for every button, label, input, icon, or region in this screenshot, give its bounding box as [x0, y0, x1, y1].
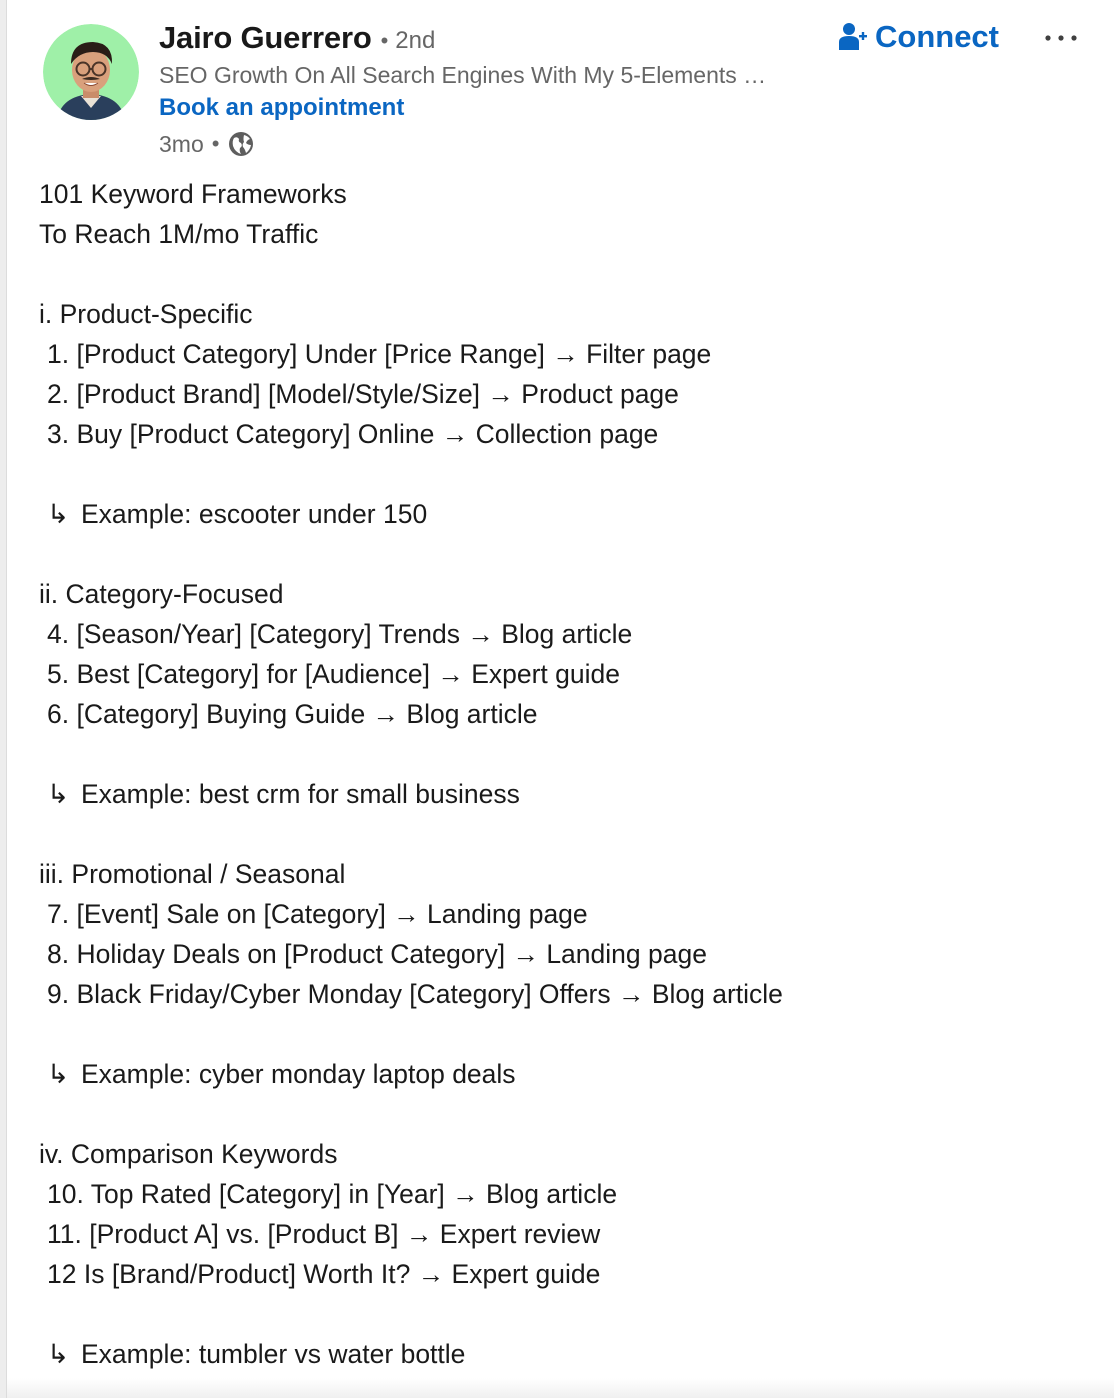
return-arrow-icon: ↳	[47, 499, 70, 529]
example-line	[39, 1054, 1079, 1094]
return-arrow-icon: ↳	[47, 779, 70, 809]
list-item: 11. [Product A] vs. [Product B] → Expert review	[47, 1219, 601, 1249]
blank-line	[39, 1094, 1079, 1134]
post-meta	[159, 128, 255, 160]
section-heading: ii. Category-Focused	[39, 579, 284, 609]
more-options-button[interactable]	[1039, 20, 1083, 56]
list-item: 7. [Event] Sale on [Category] → Landing page	[47, 899, 588, 929]
author-name-row	[159, 20, 435, 60]
example-text: Example: best crm for small business	[81, 779, 520, 809]
bottom-fade	[7, 1378, 1114, 1398]
post-body	[39, 174, 1079, 1374]
list-item: 4. [Season/Year] [Category] Trends → Blog article	[47, 619, 633, 649]
example-line	[39, 774, 1079, 814]
list-item: 2. [Product Brand] [Model/Style/Size] → Product page	[47, 379, 679, 409]
example-line	[39, 494, 1079, 534]
example-text: Example: cyber monday laptop deals	[81, 1059, 516, 1089]
blank-line	[39, 734, 1079, 774]
list-item: 10. Top Rated [Category] in [Year] → Blog article	[47, 1179, 618, 1209]
example-text: Example: escooter under 150	[81, 499, 428, 529]
separator-dot: •	[211, 131, 220, 156]
list-item: 3. Buy [Product Category] Online → Collection page	[47, 419, 659, 449]
blank-line	[39, 1294, 1079, 1334]
post-title-line: 101 Keyword Frameworks	[39, 179, 347, 209]
example-line	[39, 1334, 1079, 1374]
list-item: 12 Is [Brand/Product] Worth It? → Expert guide	[47, 1259, 601, 1289]
blank-line	[39, 1014, 1079, 1054]
author-avatar[interactable]	[43, 24, 139, 120]
post-time[interactable]: 3mo	[159, 130, 204, 157]
post-card	[6, 0, 1114, 1398]
avatar-portrait	[43, 24, 139, 120]
list-item: 8. Holiday Deals on [Product Category] → Landing page	[47, 939, 707, 969]
example-text: Example: tumbler vs water bottle	[81, 1339, 466, 1369]
list-item: 5. Best [Category] for [Audience] → Expert guide	[47, 659, 620, 689]
list-item: 9. Black Friday/Cyber Monday [Category] Offers → Blog article	[47, 979, 783, 1009]
return-arrow-icon: ↳	[47, 1339, 70, 1369]
blank-line	[39, 454, 1079, 494]
blank-line	[39, 814, 1079, 854]
connect-label: Connect	[875, 19, 999, 54]
add-person-icon	[839, 22, 867, 52]
section-heading: iii. Promotional / Seasonal	[39, 859, 346, 889]
blank-line	[39, 254, 1079, 294]
separator-dot: •	[380, 28, 389, 53]
return-arrow-icon: ↳	[47, 1059, 70, 1089]
section-heading: iv. Comparison Keywords	[39, 1139, 338, 1169]
blank-line	[39, 534, 1079, 574]
section-heading: i. Product-Specific	[39, 299, 253, 329]
post-title-line: To Reach 1M/mo Traffic	[39, 219, 319, 249]
author-headline[interactable]: SEO Growth On All Search Engines With My 5-Elements …	[159, 62, 767, 88]
connection-degree: 2nd	[395, 27, 436, 54]
globe-icon	[227, 130, 255, 158]
connect-button[interactable]	[839, 16, 999, 58]
more-horizontal-icon	[1044, 34, 1078, 42]
author-name[interactable]: Jairo Guerrero	[159, 20, 372, 55]
book-appointment-link[interactable]: Book an appointment	[159, 94, 405, 121]
list-item: 6. [Category] Buying Guide → Blog article	[47, 699, 538, 729]
list-item: 1. [Product Category] Under [Price Range] → Filter page	[47, 339, 712, 369]
